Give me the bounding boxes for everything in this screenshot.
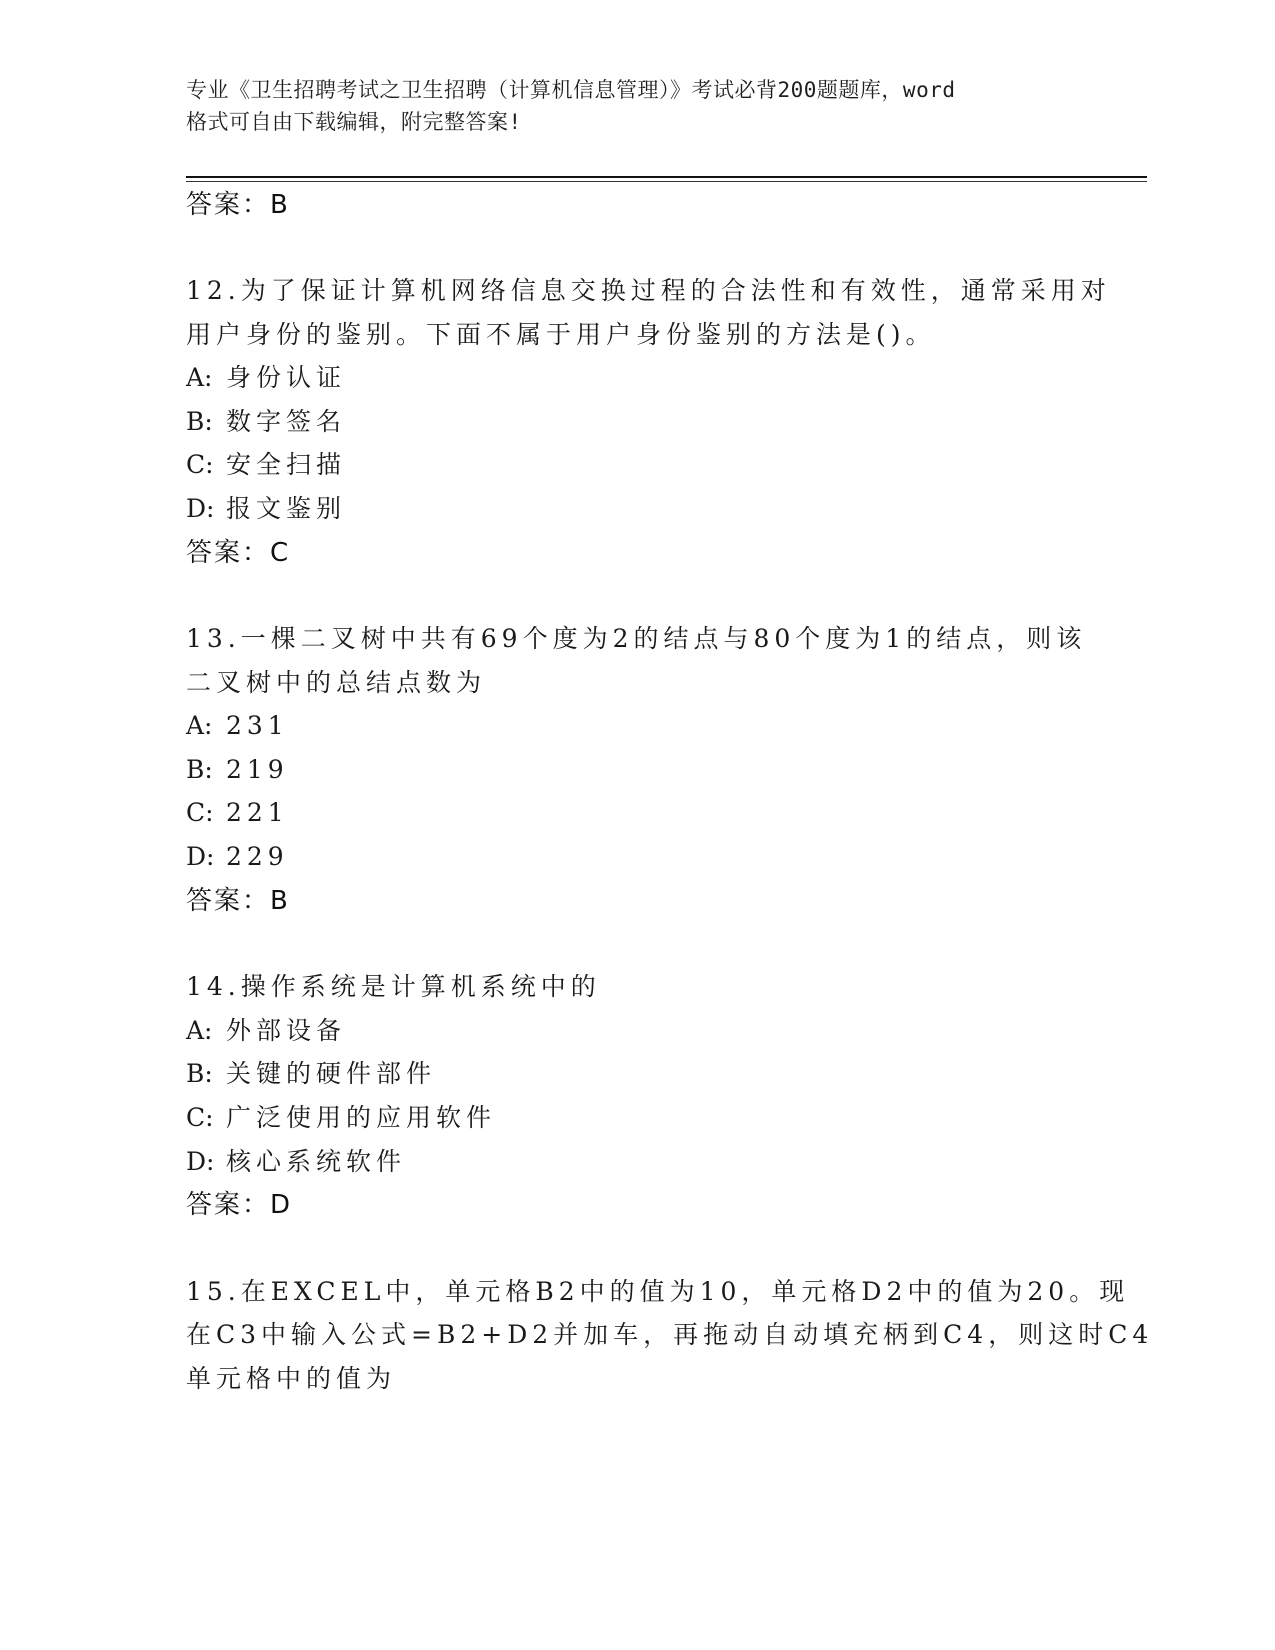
header-divider-thick [186,176,1147,178]
option-label: A: [186,363,213,392]
option-label: D: [186,842,215,871]
option-label: C: [186,1103,214,1132]
option-label: B: [186,407,213,436]
option-text: 报文鉴别 [226,494,347,523]
option-text: 219 [226,755,289,784]
header-title-line-1: 专业《卫生招聘考试之卫生招聘（计算机信息管理）》考试必背200题题库，word [186,78,956,102]
option-label: A: [186,711,213,740]
q12-option-b [186,407,346,437]
option-text: 安全扫描 [226,450,347,479]
q15-stem-line-1: 15.在EXCEL中，单元格B2中的值为10，单元格D2中的值为20。现 [186,1277,1130,1306]
option-text: 221 [226,798,289,827]
q14-option-d [186,1147,406,1177]
q12-option-a [186,363,346,393]
option-label: D: [186,494,215,523]
q13-answer: 答案：B [186,886,290,916]
q14-option-c [186,1103,496,1133]
header-title-line-2: 格式可自由下载编辑，附完整答案! [186,110,522,134]
option-text: 外部设备 [226,1016,347,1045]
option-text: 核心系统软件 [226,1147,407,1176]
q12-answer: 答案：C [186,538,291,568]
q12-option-d [186,494,346,524]
q13-stem-line-1: 13.一棵二叉树中共有69个度为2的结点与80个度为1的结点，则该 [186,624,1087,653]
option-label: D: [186,1147,215,1176]
option-text: 231 [226,711,289,740]
q12-stem-line-1: 12.为了保证计算机网络信息交换过程的合法性和有效性，通常采用对 [186,276,1111,305]
document-header [186,74,1106,138]
option-label: C: [186,798,214,827]
q12-stem-line-2: 用户身份的鉴别。下面不属于用户身份鉴别的方法是()。 [186,320,936,349]
q13-option-d [186,842,289,872]
q12-option-c [186,450,346,480]
option-text: 广泛使用的应用软件 [226,1103,497,1132]
q15-stem-line-2: 在C3中输入公式=B2+D2并加车，再拖动自动填充柄到C4，则这时C4 [186,1320,1154,1349]
option-text: 身份认证 [226,363,347,392]
q14-option-b [186,1059,436,1089]
previous-answer: 答案：B [186,190,290,220]
q13-option-c [186,798,289,828]
option-text: 229 [226,842,289,871]
q14-answer: 答案：D [186,1190,293,1220]
option-label: A: [186,1016,213,1045]
q13-option-b [186,755,289,785]
header-divider-thin [186,181,1147,182]
option-label: B: [186,1059,213,1088]
q15-stem-line-3: 单元格中的值为 [186,1364,397,1393]
q13-option-a [186,711,289,741]
option-label: C: [186,450,214,479]
option-text: 关键的硬件部件 [226,1059,437,1088]
q13-stem-line-2: 二叉树中的总结点数为 [186,668,487,697]
option-text: 数字签名 [226,407,347,436]
q14-option-a [186,1016,346,1046]
option-label: B: [186,755,213,784]
q14-stem-line-1: 14.操作系统是计算机系统中的 [186,972,601,1001]
